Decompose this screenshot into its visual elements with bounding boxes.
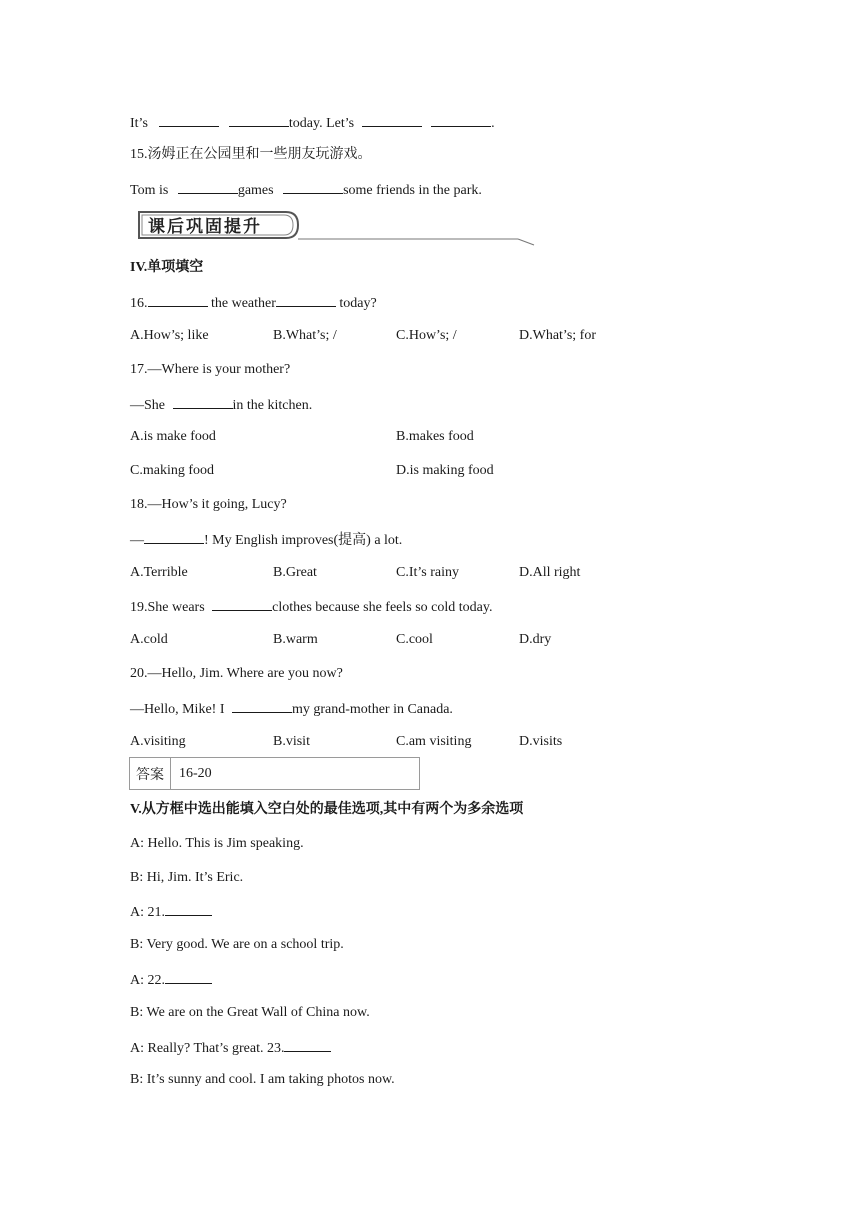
q15-text-3: some friends in the park. [343, 183, 482, 198]
q19-option-d: D.dry [519, 632, 552, 647]
q17-option-a: A.is make food [130, 429, 216, 444]
q20-option-b: B.visit [273, 734, 310, 749]
blank [165, 902, 212, 916]
q16-stem: 16. the weather today? [130, 293, 377, 313]
section-5-title: V.从方框中选出能填入空白处的最佳选项,其中有两个为多余选项 [130, 802, 524, 817]
blank [173, 395, 233, 409]
q16-option-d: D.What’s; for [519, 328, 596, 343]
q14-text-1: It’s [130, 116, 148, 131]
q18-answer-line: — ! My English improves(提高) a lot. [130, 530, 402, 550]
blank [284, 1038, 331, 1052]
blank [431, 113, 491, 127]
q20-answer-line: —Hello, Mike! I my grand-mother in Canada. [130, 699, 453, 719]
blank [159, 113, 219, 127]
dialogue-line-23: A: Really? That’s great. 23. [130, 1038, 331, 1058]
answer-table [129, 757, 420, 790]
q16-option-a: A.How’s; like [130, 328, 209, 343]
q19-stem: 19.She wears clothes because she feels so cold today. [130, 597, 492, 617]
blank [148, 293, 208, 307]
q18-option-d: D.All right [519, 565, 581, 580]
q18-option-b: B.Great [273, 565, 317, 580]
q18-option-c: C.It’s rainy [396, 565, 459, 580]
q15-text-1: Tom is [130, 183, 169, 198]
q14-text-2: today. Let’s [288, 116, 355, 131]
banner-label: 课后巩固提升 [148, 217, 262, 237]
q18-option-a: A.Terrible [130, 565, 188, 580]
q18-stem: 18.—How’s it going, Lucy? [130, 497, 287, 512]
q16-option-b: B.What’s; / [273, 328, 337, 343]
q17-option-c: C.making food [130, 463, 214, 478]
dialogue-line: B: Hi, Jim. It’s Eric. [130, 870, 244, 885]
blank [212, 597, 272, 611]
dialogue-line-22: A: 22. [130, 970, 212, 990]
dialogue-line: A: Hello. This is Jim speaking. [130, 836, 304, 851]
q15-prompt: 15.汤姆正在公园里和一些朋友玩游戏。 [130, 147, 372, 162]
blank [232, 699, 292, 713]
dialogue-line: B: We are on the Great Wall of China now. [130, 1005, 370, 1020]
q20-stem: 20.—Hello, Jim. Where are you now? [130, 666, 343, 681]
q17-answer-line: —She in the kitchen. [130, 395, 312, 415]
q14-text-3: . [491, 116, 495, 131]
blank [283, 180, 343, 194]
dialogue-line: B: It’s sunny and cool. I am taking photos now. [130, 1072, 395, 1087]
section-4-title: IV.单项填空 [130, 260, 204, 275]
q16-option-c: C.How’s; / [396, 328, 457, 343]
q20-option-a: A.visiting [130, 734, 186, 749]
q14-line [130, 113, 495, 133]
q15-line [130, 180, 482, 200]
q20-option-c: C.am visiting [396, 734, 472, 749]
blank [165, 970, 212, 984]
q17-stem: 17.—Where is your mother? [130, 362, 291, 377]
blank [178, 180, 238, 194]
dialogue-line: B: Very good. We are on a school trip. [130, 937, 344, 952]
q19-option-b: B.warm [273, 632, 318, 647]
q17-option-b: B.makes food [396, 429, 474, 444]
answer-label: 答案 [130, 758, 171, 789]
answer-range: 16-20 [179, 765, 212, 781]
blank [362, 113, 422, 127]
q15-text-2: games [237, 183, 274, 198]
section-banner [136, 208, 536, 246]
blank [276, 293, 336, 307]
q17-option-d: D.is making food [396, 463, 494, 478]
dialogue-line-21: A: 21. [130, 902, 212, 922]
q19-option-a: A.cold [130, 632, 168, 647]
q19-option-c: C.cool [396, 632, 433, 647]
blank [144, 530, 204, 544]
blank [229, 113, 289, 127]
q20-option-d: D.visits [519, 734, 563, 749]
